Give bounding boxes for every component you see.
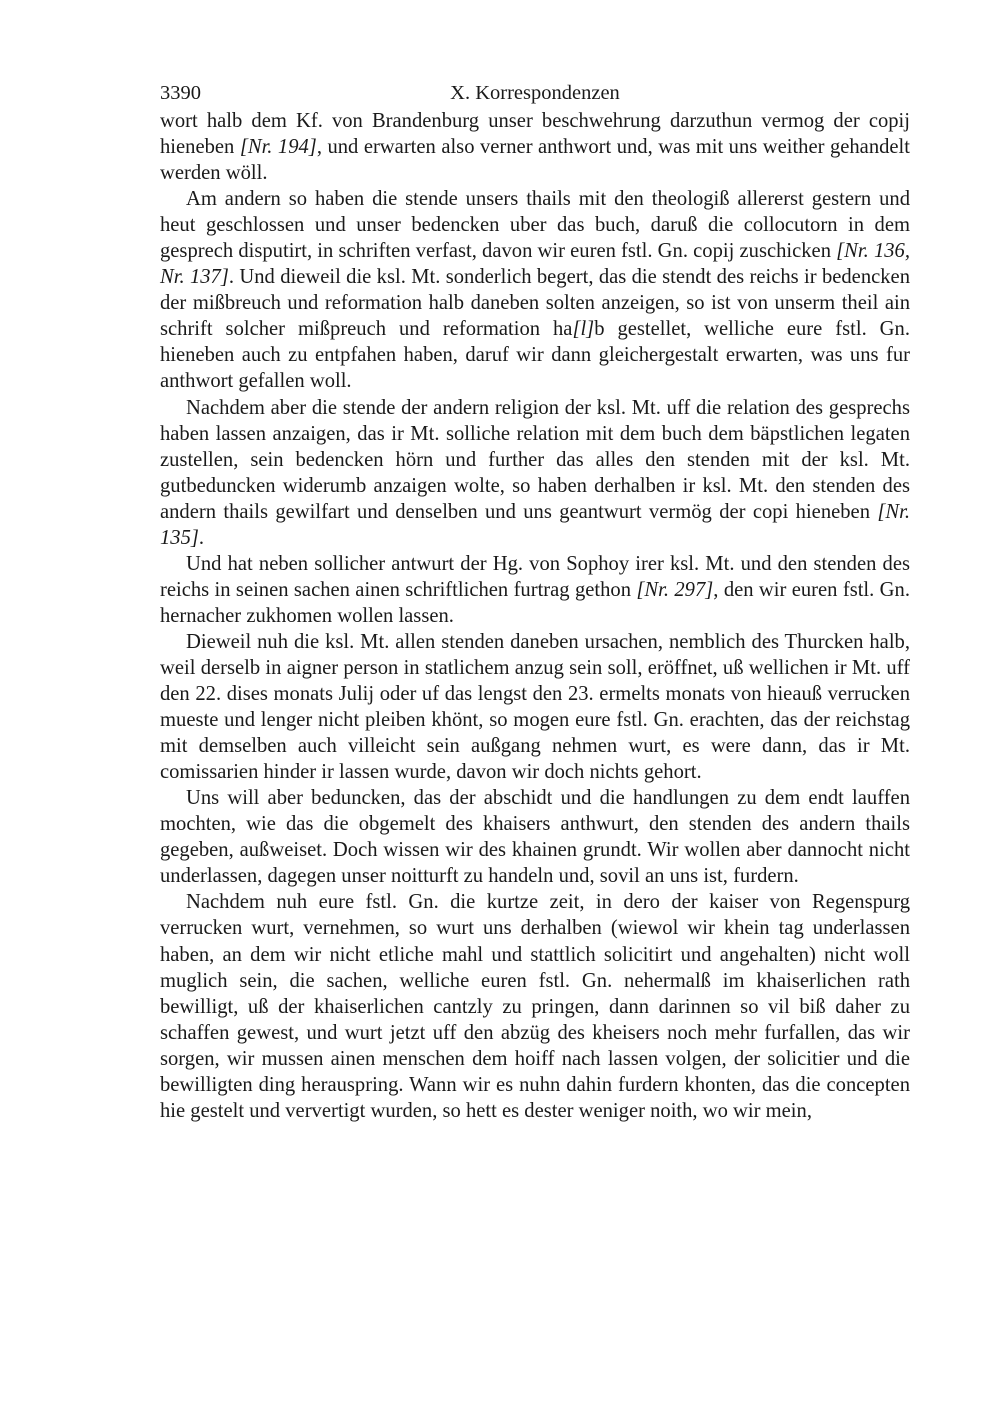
text-segment: Nachdem aber die stende der andern religion der ksl. Mt. uff die relation des gesprechs haben lassen anzaigen, das ir Mt. solliche relation mit dem buch dem bäpstlichen legaten zustellen, sein bedencken hörn und further das alles den stenden mit der ksl. Mt. gutbeduncken widerumb anzaigen wolte, so haben derhalben ir ksl. Mt. den stenden des andern thails gewilfart und denselben und uns geantwurt vermög der copi hieneben bbox=[160, 396, 910, 523]
editorial-reference: [l] bbox=[572, 318, 595, 341]
paragraph bbox=[160, 889, 910, 1123]
running-head bbox=[160, 78, 910, 108]
text-segment: , den wir euren fstl. Gn. hernacher zukhomen wollen lassen. bbox=[160, 578, 910, 627]
running-title: X. Korrespondenzen bbox=[450, 82, 620, 104]
body-text bbox=[160, 108, 910, 1124]
text-segment: Nachdem nuh eure fstl. Gn. die kurtze zeit, in dero der kaiser von Regenspurg verrucken wurt, vernehmen, so wurt uns derhalben (wiewol wir khein tag underlassen haben, an dem wir nicht etliche mahl und stattlich solicitirt und angehalten) nicht woll muglich sein, die sachen, welliche euren fstl. Gn. nehermalß im khaiserlichen rath bewilligt, uß der khaiserlichen cantzly zu pringen, dann darinnen so vil biß daher zu schaffen gewest, und wurt jetzt uff den abzüg des kheisers noch mehr furfallen, das wir sorgen, wir mussen ainen menschen dem hoiff nach lassen volgen, der solicitier und die bewilligten ding herauspring. Wann wir es nuhn dahin furdern khonten, das die concepten hie gestelt und ververtigt wurden, so hett es dester weniger noith, wo wir mein, bbox=[160, 891, 910, 1122]
paragraph bbox=[160, 551, 910, 629]
text-segment: , und erwarten also verner anthwort und, was mit uns weither gehandelt werden wöll. bbox=[160, 136, 911, 185]
text-segment: . Und dieweil die ksl. Mt. sonderlich begert, das die stendt des reichs ir bedencken der mißbreuch und reformation halb daneben solten anzeigen, so ist von unserm theil ain schrift solcher mißpreuch und reformation ha bbox=[160, 266, 910, 341]
page-number: 3390 bbox=[160, 82, 201, 104]
text-segment: . bbox=[198, 526, 205, 549]
paragraph bbox=[160, 395, 910, 551]
editorial-reference: [Nr. 194] bbox=[239, 136, 317, 159]
text-segment: Dieweil nuh die ksl. Mt. allen stenden daneben ursachen, nemblich des Thurcken halb, weil derselb in aigner person in statlichem anzug sein soll, eröffnet, uß wellichen ir Mt. uff den 22. dises monats Julij oder uf das lengst den 23. ermelts monats von hieauß verrucken mueste und lenger nicht pleiben khönt, so mogen eure fstl. Gn. erachten, das der reichstag mit demselben auch villeicht sein außgang nehmen wurt, es were dann, das ir Mt. comissarien hinder ir lassen wurde, davon wir doch nichts gehort. bbox=[160, 630, 910, 784]
editorial-reference: [Nr. 297] bbox=[636, 578, 714, 601]
paragraph bbox=[160, 108, 910, 186]
paragraph bbox=[160, 629, 910, 785]
editorial-reference: [Nr. 135] bbox=[160, 500, 910, 549]
paragraph bbox=[160, 785, 910, 889]
document-page bbox=[160, 78, 910, 1124]
editorial-reference: [Nr. 136, Nr. 137] bbox=[160, 240, 910, 289]
text-segment: b gestellet, welliche eure fstl. Gn. hieneben auch zu entpfahen haben, daruf wir dann gleichergestalt erwarten, was uns fur anthwort gefallen woll. bbox=[160, 318, 910, 393]
text-segment: wort halb dem Kf. von Brandenburg unser beschwehrung darzuthun vermog der copij hieneben bbox=[160, 110, 910, 159]
text-segment: Uns will aber beduncken, das der abschidt und die handlungen zu dem endt lauffen mochten, wie das die obgemelt des khaisers anthwurt, den stenden des andern thails gegeben, außweiset. Doch wissen wir des khainen grundt. Wir wollen aber dannocht nicht underlassen, dagegen unser noitturft zu handeln und, sovil an uns ist, furdern. bbox=[160, 787, 910, 888]
text-segment: Am andern so haben die stende unsers thails mit den theologiß allererst gestern und heut geschlossen und unser bedencken uber das buch, daruß die collocutorn in dem gesprech disputirt, in schriften verfast, davon wir euren fstl. Gn. copij zuschicken bbox=[160, 188, 910, 263]
text-segment: Und hat neben sollicher antwurt der Hg. von Sophoy irer ksl. Mt. und den stenden des reichs in seinen sachen ainen schriftlichen furtrag gethon bbox=[160, 552, 910, 601]
paragraph bbox=[160, 186, 910, 394]
